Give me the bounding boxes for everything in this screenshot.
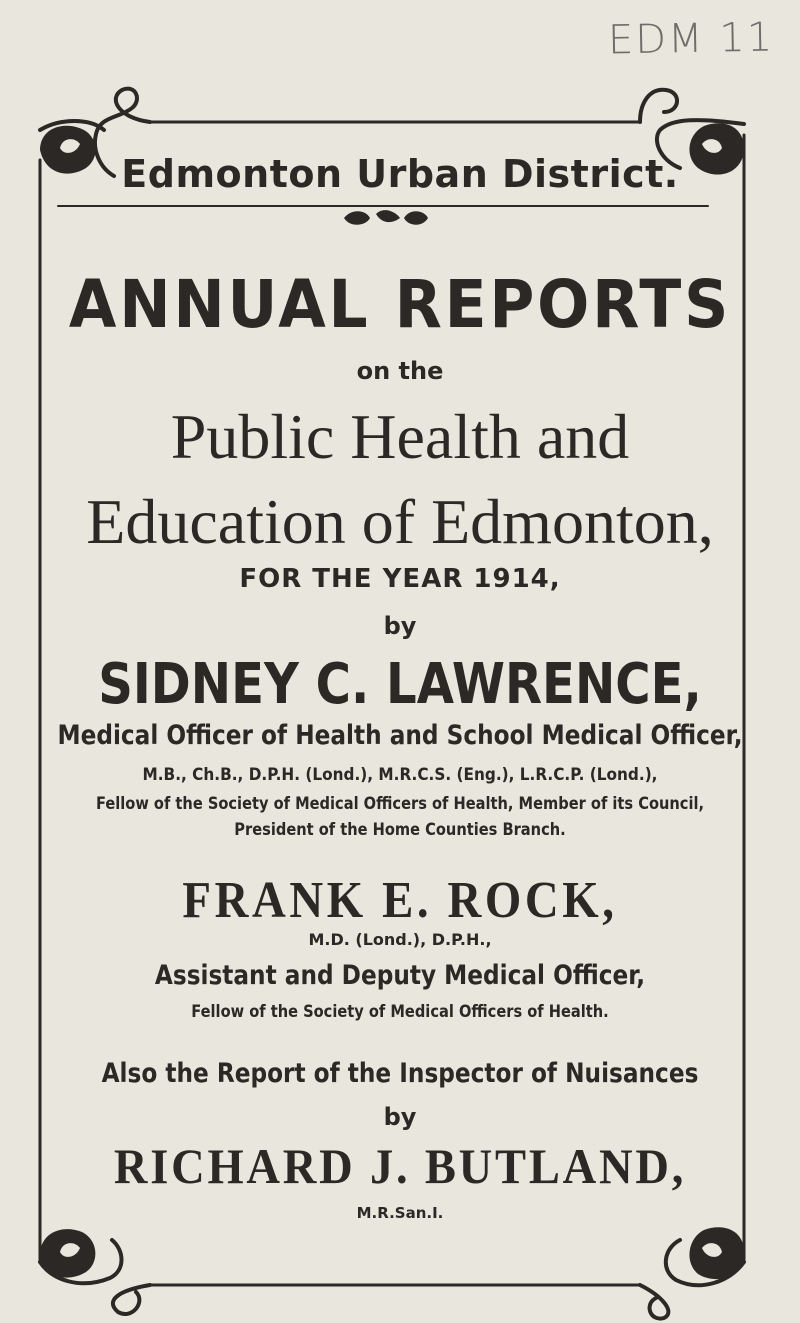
author1-presidency: President of the Home Counties Branch. (234, 820, 566, 840)
main-title: ANNUAL REPORTS (68, 266, 732, 343)
author1-name: SIDNEY C. LAWRENCE, (98, 652, 702, 717)
author3-name: RICHARD J. BUTLAND, (113, 1138, 687, 1194)
author1-role: Medical Officer of Health and School Medical Officer, (57, 720, 743, 751)
author2-name: FRANK E. ROCK, (182, 872, 618, 929)
header-ornament (344, 210, 428, 225)
title-on-the: on the (356, 357, 444, 385)
author3-by: by (383, 1103, 417, 1131)
district-heading: Edmonton Urban District. (121, 152, 679, 196)
author2-fellowship: Fellow of the Society of Medical Officers of Health. (191, 1002, 609, 1022)
report-year: FOR THE YEAR 1914, (239, 564, 561, 594)
author1-fellowship: Fellow of the Society of Medical Officers of Health, Member of its Council, (95, 794, 705, 814)
title-line-1: Public Health and (170, 401, 630, 472)
author1-by: by (383, 612, 417, 640)
author3-qualifications: M.R.San.I. (356, 1204, 444, 1222)
author1-qualifications: M.B., Ch.B., D.P.H. (Lond.), M.R.C.S. (Eng.), L.R.C.P. (Lond.), (142, 765, 658, 785)
author3-intro: Also the Report of the Inspector of Nuisances (101, 1058, 699, 1089)
title-line-2: Education of Edmonton, (86, 486, 714, 557)
author2-qualifications: M.D. (Lond.), D.P.H., (308, 930, 492, 949)
author2-role: Assistant and Deputy Medical Officer, (154, 960, 646, 991)
archive-reference: EDM 11 (607, 14, 775, 64)
